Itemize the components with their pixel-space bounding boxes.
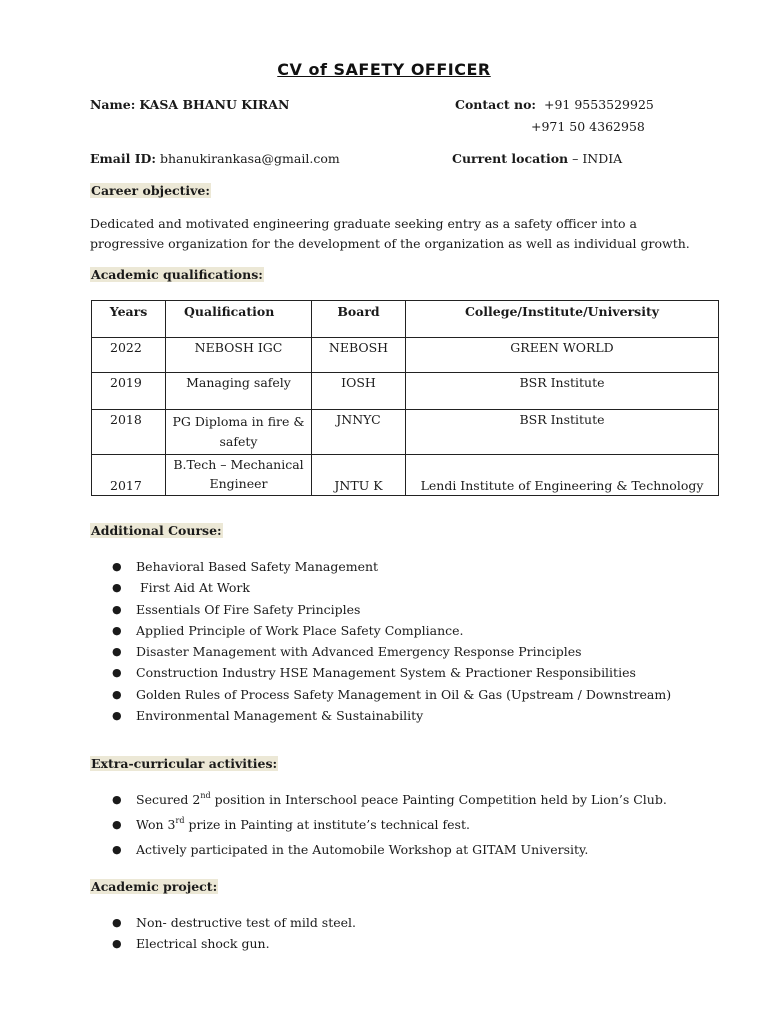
cell-year: 2017: [92, 455, 166, 496]
column-header-college: College/Institute/University: [406, 301, 719, 338]
email-value: bhanukirankasa@gmail.com: [160, 151, 340, 166]
list-item-text: Golden Rules of Process Safety Management in Oil & Gas (Upstream / Downstream): [136, 686, 672, 702]
contact-phone-1: +91 9553529925: [543, 97, 654, 112]
bullet-icon: ●: [112, 793, 122, 806]
cell-board: JNNYC: [312, 410, 406, 455]
cell-college: BSR Institute: [406, 410, 719, 455]
table-header-row: [92, 301, 719, 338]
contact-line: [455, 97, 654, 112]
cell-qualification: B.Tech – Mechanical Engineer: [166, 455, 312, 496]
bullet-icon: ●: [112, 687, 122, 701]
bullet-icon: ●: [112, 602, 122, 616]
cell-qualification: PG Diploma in fire & safety: [166, 410, 312, 455]
extra-curricular-heading: Extra-curricular activities:: [91, 756, 278, 771]
extra-curricular-list: [112, 787, 667, 862]
contact-phone-2: +971 50 4362958: [531, 119, 645, 134]
academic-heading: Academic qualifications:: [91, 267, 263, 282]
table-row: [92, 338, 719, 373]
table-row: [92, 410, 719, 455]
table-row: [92, 455, 719, 496]
cell-qualification: Managing safely: [166, 373, 312, 410]
bullet-icon: ●: [112, 843, 122, 856]
academic-table: [91, 300, 719, 496]
academic-project-list: [112, 912, 356, 955]
name-line: [90, 97, 289, 112]
column-header-years: Years: [92, 301, 166, 338]
career-objective-text: Dedicated and motivated engineering graduate seeking entry as a safety officer into a progressive organization for the development of the organization as well as individual growth.: [90, 216, 690, 251]
list-item: [112, 684, 671, 705]
bullet-icon: ●: [112, 645, 122, 659]
column-header-board: Board: [312, 301, 406, 338]
email-line: [90, 151, 340, 166]
bullet-icon: ●: [112, 916, 122, 929]
list-item: [112, 787, 667, 812]
list-item: [112, 662, 671, 683]
bullet-icon: ●: [112, 666, 122, 680]
list-item-text: Actively participated in the Automobile Workshop at GITAM University.: [136, 842, 589, 857]
academic-project-heading: Academic project:: [91, 879, 218, 894]
cell-board: NEBOSH: [312, 338, 406, 373]
additional-course-list: [112, 556, 671, 726]
bullet-icon: ●: [112, 560, 122, 573]
list-item-text: Environmental Management & Sustainability: [136, 708, 424, 724]
list-item: [112, 705, 671, 726]
cell-college: GREEN WORLD: [406, 338, 719, 373]
list-item: [112, 933, 356, 954]
list-item-text: Applied Principle of Work Place Safety Compliance.: [136, 622, 464, 638]
list-item: [112, 812, 667, 837]
cell-board: IOSH: [312, 373, 406, 410]
list-item-text: Behavioral Based Safety Management: [136, 559, 379, 574]
list-item-text: First Aid At Work: [136, 580, 250, 596]
cell-year: 2019: [92, 373, 166, 410]
career-objective-heading: Career objective:: [91, 183, 210, 198]
cell-board: JNTU K: [312, 455, 406, 496]
document-title-wrap: [0, 60, 768, 79]
cell-year: 2022: [92, 338, 166, 373]
cell-college: Lendi Institute of Engineering & Technology: [406, 455, 719, 496]
ordinal-suffix: rd: [175, 816, 185, 825]
list-item: [112, 577, 671, 598]
list-item: [112, 641, 671, 662]
list-item-text: prize in Painting at institute’s technical fest.: [184, 817, 470, 832]
column-header-qualification: Qualification: [166, 301, 312, 338]
location-separator: –: [572, 151, 579, 166]
location-line: [452, 151, 622, 166]
bullet-icon: ●: [112, 623, 122, 637]
list-item: [112, 620, 671, 641]
table-row: [92, 373, 719, 410]
cell-qualification: NEBOSH IGC: [166, 338, 312, 373]
bullet-icon: ●: [112, 709, 122, 723]
location-label: Current location: [452, 151, 569, 166]
list-item: [112, 912, 356, 933]
list-item-text: Electrical shock gun.: [136, 936, 270, 952]
list-item-text: position in Interschool peace Painting Competition held by Lion’s Club.: [210, 792, 667, 807]
list-item-text: Construction Industry HSE Management System & Practioner Responsibilities: [136, 665, 636, 681]
bullet-icon: ●: [112, 581, 122, 595]
email-label: Email ID:: [90, 151, 157, 166]
document-title: CV of SAFETY OFFICER: [277, 60, 491, 79]
list-item: [112, 599, 671, 620]
list-item-text: Non- destructive test of mild steel.: [136, 915, 357, 930]
list-item-text: Secured 2: [136, 792, 201, 807]
ordinal-suffix: nd: [200, 791, 211, 800]
list-item: [112, 556, 671, 577]
contact-label: Contact no:: [455, 97, 537, 112]
cell-college: BSR Institute: [406, 373, 719, 410]
additional-course-heading: Additional Course:: [91, 523, 222, 538]
cell-year: 2018: [92, 410, 166, 455]
list-item: [112, 837, 667, 862]
bullet-icon: ●: [112, 937, 122, 951]
name-value: KASA BHANU KIRAN: [139, 97, 290, 112]
name-label: Name:: [90, 97, 136, 112]
list-item-text: Won 3: [136, 817, 176, 832]
list-item-text: Disaster Management with Advanced Emergency Response Principles: [136, 644, 582, 660]
list-item-text: Essentials Of Fire Safety Principles: [136, 601, 361, 617]
location-value: INDIA: [582, 151, 623, 166]
bullet-icon: ●: [112, 818, 122, 831]
